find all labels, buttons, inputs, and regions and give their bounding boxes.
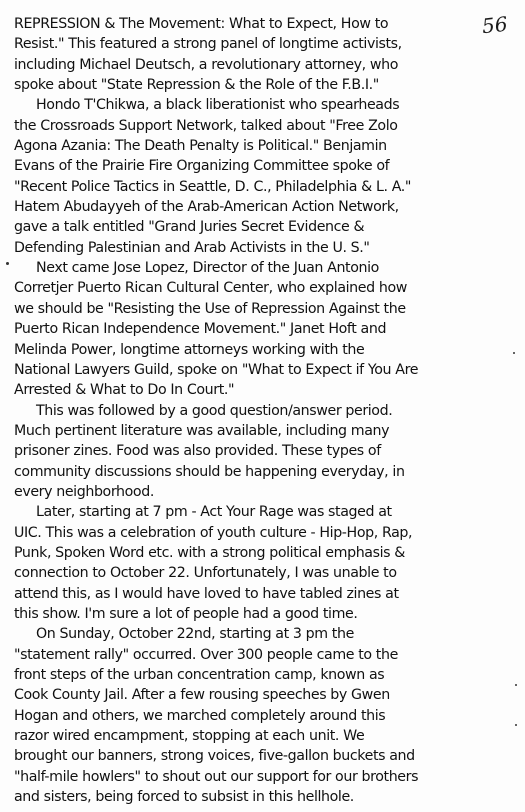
- text-line: Arrested & What to Do In Court.": [14, 382, 235, 399]
- text-line: UIC. This was a celebration of youth culture - Hip-Hop, Rap,: [14, 524, 413, 541]
- text-line: This was followed by a good question/answer period.: [36, 402, 393, 419]
- scan-speck: [515, 724, 517, 726]
- text-line: community discussions should be happening everyday, in: [14, 463, 405, 480]
- text-line: Resist." This featured a strong panel of longtime activists,: [14, 36, 402, 53]
- text-line: brought our banners, strong voices, five-gallon buckets and: [14, 748, 415, 765]
- text-line: this show. I'm sure a lot of people had a good time.: [14, 605, 358, 622]
- text-line: razor wired encampment, stopping at each unit. We: [14, 728, 365, 745]
- text-line: connection to October 22. Unfortunately, I was unable to: [14, 565, 397, 582]
- text-line: Hatem Abudayyeh of the Arab-American Action Network,: [14, 199, 399, 216]
- text-line: Next came Jose Lopez, Director of the Juan Antonio: [36, 260, 379, 277]
- text-line: every neighborhood.: [14, 483, 154, 500]
- text-line: Hondo T'Chikwa, a black liberationist who spearheads: [36, 97, 400, 114]
- text-line: Hogan and others, we marched completely around this: [14, 707, 386, 724]
- page-number: 56: [480, 11, 509, 39]
- text-line: Later, starting at 7 pm - Act Your Rage was staged at: [36, 504, 392, 521]
- text-line: "half-mile howlers" to shout out our support for our brothers: [14, 768, 419, 785]
- text-line: National Lawyers Guild, spoke on "What to Expect if You Are: [14, 361, 419, 378]
- text-line: "statement rally" occurred. Over 300 people came to the: [14, 646, 398, 663]
- text-line: we should be "Resisting the Use of Repression Against the: [14, 300, 406, 317]
- scan-speck: [513, 352, 515, 354]
- text-line: including Michael Deutsch, a revolutionary attorney, who: [14, 56, 398, 73]
- text-line: Defending Palestinian and Arab Activists in the U. S.": [14, 239, 370, 256]
- body-text: [14, 11, 522, 807]
- text-line: Punk, Spoken Word etc. with a strong political emphasis &: [14, 544, 405, 561]
- text-line: spoke about "State Repression & the Role of the F.B.I.": [14, 77, 379, 94]
- scan-speck: [515, 684, 517, 686]
- text-line: gave a talk entitled "Grand Juries Secret Evidence &: [14, 219, 365, 236]
- text-line: prisoner zines. Food was also provided. These types of: [14, 443, 381, 460]
- text-line: On Sunday, October 22nd, starting at 3 pm the: [36, 626, 354, 643]
- text-line: the Crossroads Support Network, talked about "Free Zolo: [14, 117, 398, 134]
- text-line: attend this, as I would have loved to have tabled zines at: [14, 585, 399, 602]
- text-line: and sisters, being forced to subsist in this hellhole.: [14, 789, 354, 806]
- text-line: Melinda Power, longtime attorneys working with the: [14, 341, 365, 358]
- text-line: Corretjer Puerto Rican Cultural Center, who explained how: [14, 280, 407, 297]
- text-line: REPRESSION & The Movement: What to Expect, How to: [14, 16, 389, 32]
- text-line: Cook County Jail. After a few rousing speeches by Gwen: [14, 687, 390, 704]
- text-line: Much pertinent literature was available, including many: [14, 422, 390, 439]
- text-line: Puerto Rican Independence Movement." Janet Hoft and: [14, 321, 387, 338]
- text-line: Agona Azania: The Death Penalty is Political." Benjamin: [14, 138, 387, 155]
- text-line: Evans of the Prairie Fire Organizing Committee spoke of: [14, 158, 390, 175]
- scan-speck: [6, 262, 9, 265]
- text-line: front steps of the urban concentration camp, known as: [14, 667, 385, 683]
- text-line: "Recent Police Tactics in Seattle, D. C., Philadelphia & L. A.": [14, 178, 412, 195]
